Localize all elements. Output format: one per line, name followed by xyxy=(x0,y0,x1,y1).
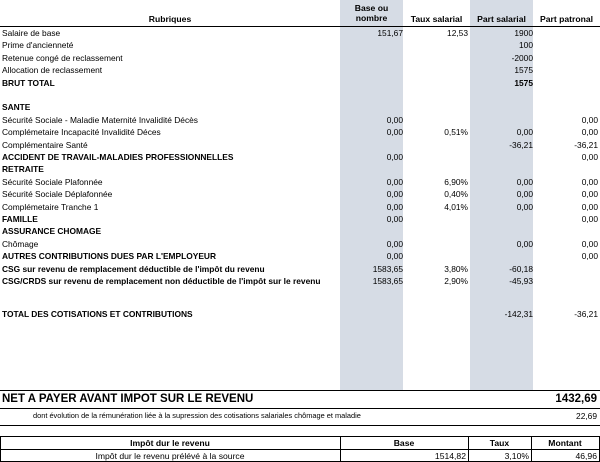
row-part-patronal: 0,00 xyxy=(581,176,598,187)
table-row xyxy=(0,114,600,126)
table-row xyxy=(0,126,600,138)
row-label: ACCIDENT DE TRAVAIL-MALADIES PROFESSIONNELLES xyxy=(2,152,234,162)
evolution-bottom-divider xyxy=(0,425,600,426)
table-row xyxy=(0,263,600,275)
row-base: 0,00 xyxy=(386,251,403,262)
impot-table xyxy=(0,436,600,462)
row-part-salarial: -36,21 xyxy=(509,139,533,150)
row-part-patronal: 0,00 xyxy=(581,201,598,212)
total-cotisations-label: TOTAL DES COTISATIONS ET CONTRIBUTIONS xyxy=(2,309,193,319)
row-part-salarial: -45,93 xyxy=(509,276,533,286)
row-part-salarial: 0,00 xyxy=(516,176,533,187)
header-rubriques: Rubriques xyxy=(148,14,192,24)
row-label: CSG sur revenu de remplacement déductible de l'impôt du revenu xyxy=(2,263,265,274)
table-row xyxy=(0,39,600,51)
table-row xyxy=(0,101,600,113)
row-label: Sécurité Sociale Déplafonnée xyxy=(2,189,113,200)
row-label: AUTRES CONTRIBUTIONS DUES PAR L'EMPLOYEUR xyxy=(2,251,217,262)
row-part-salarial: 1575 xyxy=(514,65,533,76)
row-taux: 3,80% xyxy=(444,263,468,274)
total-cotisations-patronal: -36,21 xyxy=(574,309,598,319)
evolution-row xyxy=(0,408,600,424)
row-base: 151,67 xyxy=(377,28,403,38)
table-row xyxy=(0,238,600,250)
row-taux: 0,51% xyxy=(444,127,468,138)
row-part-salarial: 0,00 xyxy=(516,189,533,200)
impot-header-montant: Montant xyxy=(548,438,582,448)
row-base: 0,00 xyxy=(386,189,403,200)
row-label: Complémentaire Santé xyxy=(2,139,88,150)
table-row xyxy=(0,201,600,213)
row-part-patronal: 0,00 xyxy=(581,127,598,138)
evolution-value: 22,69 xyxy=(576,411,597,421)
impot-row-montant: 46,96 xyxy=(575,451,597,461)
row-label: Prime d'ancienneté xyxy=(2,40,74,51)
evolution-label: dont évolution de la rémunération liée à la supression des cotisations salariales chômage et maladie xyxy=(33,411,361,420)
impot-row-label: Impôt dur le revenu prélévé à la source xyxy=(95,451,245,461)
table-row xyxy=(0,89,600,101)
row-taux: 6,90% xyxy=(444,176,468,187)
row-taux: 12,53 xyxy=(447,28,468,38)
row-label: SANTE xyxy=(2,102,31,113)
row-base: 0,00 xyxy=(386,176,403,187)
table-row xyxy=(0,64,600,76)
row-taux: 4,01% xyxy=(444,201,468,212)
header-base: Base ou nombre xyxy=(354,2,389,23)
row-part-salarial: 1900 xyxy=(514,28,533,38)
row-part-patronal: 0,00 xyxy=(581,251,598,262)
row-part-patronal: 0,00 xyxy=(581,189,598,200)
row-base: 0,00 xyxy=(386,238,403,249)
net-a-payer-value: 1432,69 xyxy=(555,393,597,405)
row-base: 0,00 xyxy=(386,114,403,125)
row-taux: 0,40% xyxy=(444,189,468,200)
impot-header-base: Base xyxy=(393,438,415,448)
row-label: BRUT TOTAL xyxy=(2,77,55,88)
impot-row-base: 1514,82 xyxy=(434,451,466,461)
row-base: 0,00 xyxy=(386,152,403,162)
table-row xyxy=(0,27,600,39)
row-label: Chômage xyxy=(2,238,39,249)
row-part-salarial: -2000 xyxy=(511,52,533,63)
table-row xyxy=(0,250,600,262)
row-part-salarial: 1575 xyxy=(514,77,533,88)
row-base: 0,00 xyxy=(386,214,403,224)
table-row xyxy=(0,275,600,287)
table-row xyxy=(0,163,600,175)
row-label: RETRAITE xyxy=(2,164,44,175)
total-cotisations-row xyxy=(0,308,600,320)
row-label: ASSURANCE CHOMAGE xyxy=(2,226,102,237)
row-label: Sécurité Sociale - Maladie Maternité Invalidité Décès xyxy=(2,114,198,125)
row-part-patronal: 0,00 xyxy=(581,238,598,249)
row-base: 0,00 xyxy=(386,127,403,138)
row-label: CSG/CRDS sur revenu de remplacement non déductible de l'impôt sur le revenu xyxy=(2,276,321,286)
total-cotisations-salarial: -142,31 xyxy=(504,309,533,319)
row-taux: 2,90% xyxy=(444,276,468,286)
impot-header-label: Impôt dur le revenu xyxy=(130,438,210,448)
row-part-salarial: 100 xyxy=(519,40,533,51)
row-part-salarial: 0,00 xyxy=(516,201,533,212)
row-part-patronal: 0,00 xyxy=(581,114,598,125)
header-part-salarial: Part salarial xyxy=(477,14,526,24)
header-taux: Taux salarial xyxy=(410,14,463,24)
table-row xyxy=(0,77,600,89)
row-base: 1583,65 xyxy=(372,263,403,274)
header-part-patronal: Part patronal xyxy=(539,14,593,24)
row-base: 0,00 xyxy=(386,201,403,212)
row-base: 1583,65 xyxy=(372,276,403,286)
table-row xyxy=(0,213,600,225)
table-row xyxy=(0,176,600,188)
net-a-payer-label: NET A PAYER AVANT IMPOT SUR LE REVENU xyxy=(2,393,254,405)
row-label: FAMILLE xyxy=(2,214,38,224)
row-label: Complémetaire Tranche 1 xyxy=(2,201,99,212)
row-part-salarial: 0,00 xyxy=(516,127,533,138)
impot-header-taux: Taux xyxy=(489,438,510,448)
row-label: Allocation de reclassement xyxy=(2,65,103,76)
row-label: Retenue congé de reclassement xyxy=(2,52,123,63)
impot-row-taux: 3,10% xyxy=(504,451,529,461)
row-part-patronal: 0,00 xyxy=(581,152,598,162)
row-part-salarial: 0,00 xyxy=(516,238,533,249)
row-part-patronal: 0,00 xyxy=(581,214,598,224)
table-row xyxy=(0,225,600,237)
row-part-patronal: -36,21 xyxy=(574,139,598,150)
net-a-payer-row xyxy=(0,390,600,408)
row-label: Complémetaire Incapacité Invalidité Déces xyxy=(2,127,161,138)
table-row xyxy=(0,188,600,200)
table-row xyxy=(0,151,600,163)
row-label: Sécurité Sociale Plafonnée xyxy=(2,176,103,187)
table-row xyxy=(0,52,600,64)
row-label: Salaire de base xyxy=(2,28,61,38)
row-part-salarial: -60,18 xyxy=(509,263,533,274)
table-row xyxy=(0,139,600,151)
